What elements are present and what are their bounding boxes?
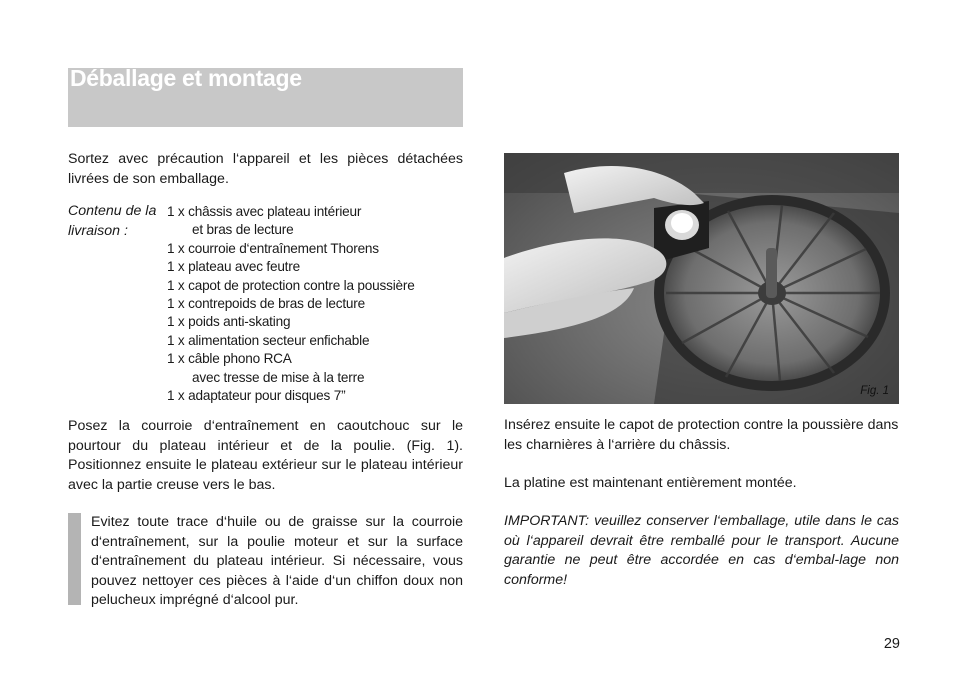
contents-list <box>167 203 467 405</box>
turntable-photo-illustration <box>504 153 899 404</box>
figure-caption: Fig. 1 <box>860 385 889 397</box>
list-item: et bras de lecture <box>192 222 294 238</box>
list-item: 1 x châssis avec plateau intérieur <box>167 204 362 219</box>
list-item: 1 x câble phono RCA <box>167 351 292 367</box>
warning-paragraph: Evitez toute trace d‘huile ou de graisse sur la courroie d‘entraînement, sur la poulie moteur et sur la surface d‘entraînement du plateau intérieur. Si nécessaire, vous pouvez nettoyer ces pièces à l‘aide d‘un chiffon doux non pelucheux imprégné d‘alcool pur. <box>91 514 463 608</box>
intro-paragraph: Sortez avec précaution l‘appareil et les pièces détachées livrées de son emballage. <box>68 151 463 187</box>
warning-bar <box>68 513 81 605</box>
list-item: 1 x contrepoids de bras de lecture <box>167 296 365 312</box>
figure-photo <box>504 153 899 404</box>
page-title: Déballage et montage <box>70 65 302 91</box>
list-item: avec tresse de mise à la terre <box>192 369 365 385</box>
important-paragraph: IMPORTANT: veuillez conserver l‘emballage, utile dans le cas où l‘appareil devrait être remballé pour le transport. Aucune garantie ne peut être accordée en cas d‘embal-lage non conforme! <box>504 513 899 588</box>
install-paragraph: Posez la courroie d‘entraînement en caoutchouc sur le pourtour du plateau intérieur et de la poulie. (Fig. 1). Positionnez ensuite le plateau extérieur sur le plateau intérieur avec la partie creuse vers le bas. <box>68 418 463 493</box>
list-item: 1 x plateau avec feutre <box>167 259 300 275</box>
list-item: 1 x poids anti-skating <box>167 314 291 330</box>
list-item: 1 x capot de protection contre la poussière <box>167 277 415 293</box>
list-item: 1 x adaptateur pour disques 7” <box>167 388 346 404</box>
title-bar <box>68 65 463 127</box>
cover-paragraph: Insérez ensuite le capot de protection contre la poussière dans les charnières à l‘arrière du châssis. <box>504 417 899 453</box>
done-paragraph: La platine est maintenant entièrement montée. <box>504 475 797 491</box>
list-item: 1 x courroie d‘entraînement Thorens <box>167 240 379 256</box>
page-number: 29 <box>883 636 900 652</box>
contents-label: Contenu de la livraison : <box>68 203 157 239</box>
list-item: 1 x alimentation secteur enfichable <box>167 332 370 348</box>
